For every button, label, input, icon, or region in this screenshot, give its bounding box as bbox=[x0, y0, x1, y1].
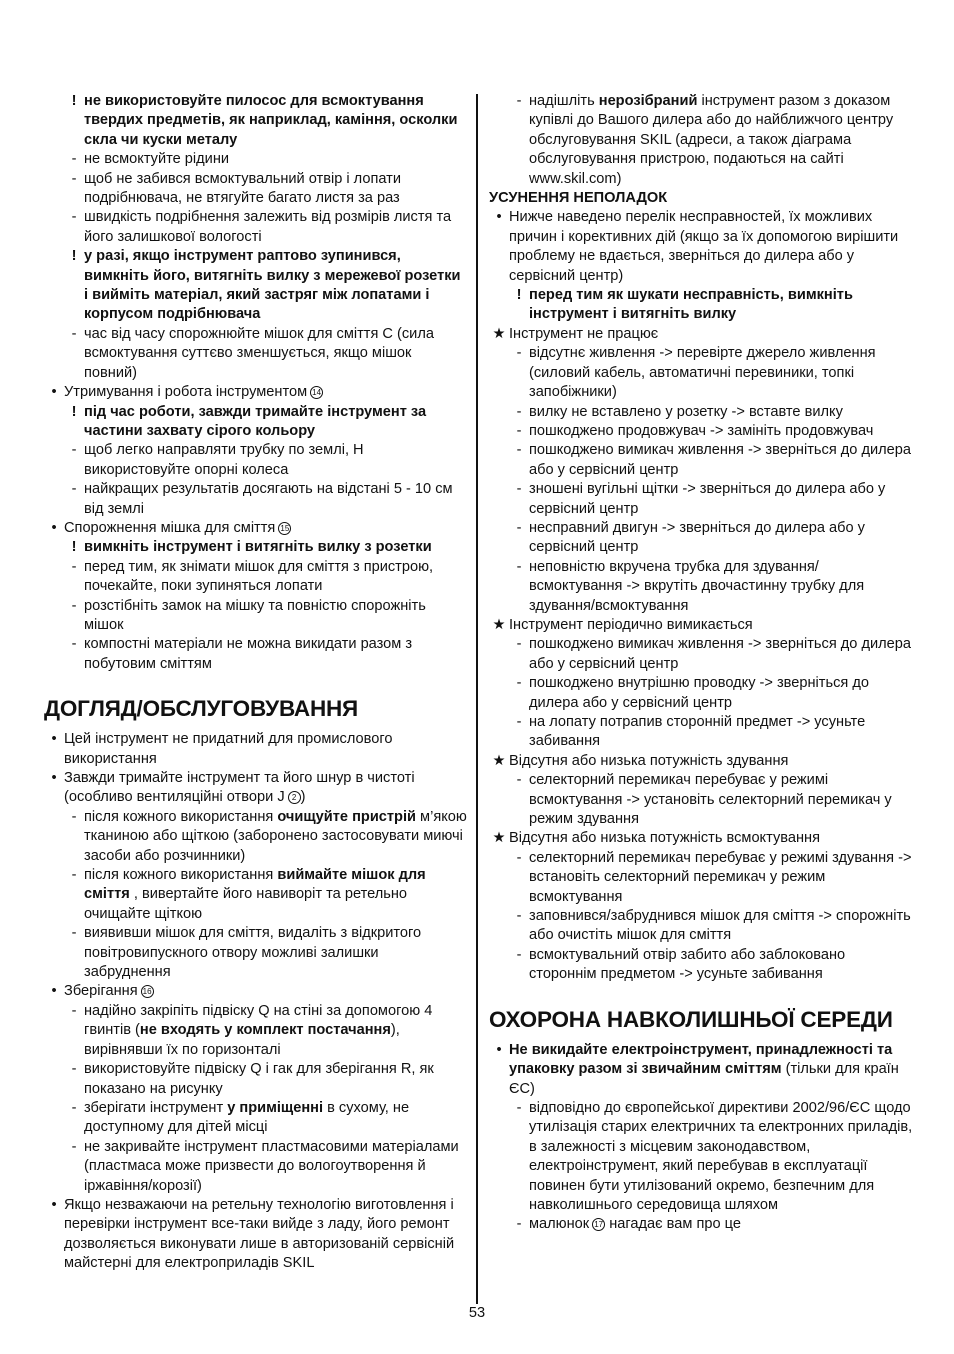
item-text bbox=[84, 635, 468, 674]
item-text bbox=[529, 480, 915, 519]
dash-item bbox=[489, 558, 915, 616]
item-text bbox=[64, 982, 468, 1001]
text-run: (тільки для країн ЄС) bbox=[509, 1061, 899, 1097]
list-marker: ! bbox=[516, 287, 522, 304]
bold-text: під час роботи, завжди тримайте інструмент за частини захвату сірого кольору bbox=[84, 403, 427, 439]
list-marker: - bbox=[71, 808, 77, 825]
dash-item bbox=[44, 635, 468, 674]
bullet-item bbox=[489, 208, 915, 286]
item-text bbox=[509, 616, 915, 635]
list-marker: • bbox=[51, 731, 57, 748]
list-marker: - bbox=[516, 772, 522, 789]
list-marker: - bbox=[71, 481, 77, 498]
text-run: Відсутня або низька потужність всмоктування bbox=[509, 830, 820, 847]
item-text bbox=[84, 1060, 468, 1099]
list-marker: • bbox=[496, 1041, 502, 1058]
section-heading bbox=[44, 696, 468, 722]
dash-item bbox=[489, 422, 915, 441]
item-text bbox=[84, 558, 468, 597]
list-marker: - bbox=[516, 481, 522, 498]
bullet-item bbox=[44, 769, 468, 808]
item-text bbox=[509, 1041, 915, 1099]
list-marker: • bbox=[51, 384, 57, 401]
list-marker: • bbox=[51, 983, 57, 1000]
text-run: час від часу спорожнюйте мішок для сміття C (сила всмоктування суттєво зменшується, якщо мішок повний) bbox=[84, 325, 434, 381]
star-icon: ★ bbox=[492, 325, 506, 342]
item-text bbox=[84, 170, 468, 209]
bold-text: Не викидайте електроінструмент, принадлежності та упаковку разом зі звичайним сміттям bbox=[509, 1041, 893, 1078]
list-marker: • bbox=[51, 1196, 57, 1213]
list-marker: - bbox=[71, 636, 77, 653]
list-marker: - bbox=[71, 1099, 77, 1116]
text-run: після кожного використання bbox=[84, 867, 278, 884]
text-run: м’якою тканиною або щіткою (заборонено застосовувати миючі засоби або розчинники) bbox=[84, 808, 467, 864]
list-marker: - bbox=[516, 946, 522, 963]
item-text bbox=[84, 247, 468, 325]
dash-item bbox=[44, 441, 468, 480]
right-column bbox=[489, 92, 915, 1235]
text-run: швидкість подрібнення залежить від розмірів листя та його залишкової вологості bbox=[84, 209, 452, 245]
item-text bbox=[529, 422, 915, 441]
dash-item bbox=[44, 1002, 468, 1060]
dash-item bbox=[44, 1138, 468, 1196]
text-run: Інструмент періодично вимикається bbox=[509, 616, 753, 633]
item-text bbox=[529, 344, 915, 402]
list-marker: - bbox=[71, 170, 77, 187]
item-text bbox=[84, 924, 468, 982]
item-text bbox=[84, 1099, 468, 1138]
list-marker: • bbox=[51, 770, 57, 786]
dash-item bbox=[489, 1099, 915, 1215]
text-run: щоб не забився всмоктувальний отвір і лопати подрібнювача, не втягуйте багато листя за раз bbox=[84, 170, 402, 207]
figure-ref-icon: 15 bbox=[278, 522, 291, 535]
list-marker: - bbox=[516, 403, 522, 420]
dash-item bbox=[44, 597, 468, 636]
bold-text: у разі, якщо інструмент раптово зупинився, вимкніть його, витягніть вилку з мережевої розетки і вийміть матеріал, який застряг між лопатами і корпусом подрібнювача bbox=[84, 248, 461, 323]
item-text bbox=[84, 538, 468, 557]
dash-item bbox=[489, 519, 915, 558]
dash-item bbox=[489, 480, 915, 519]
item-text bbox=[509, 325, 915, 344]
text-run: після кожного використання bbox=[84, 808, 278, 825]
bold-text: у приміщенні bbox=[227, 1099, 324, 1116]
item-text bbox=[84, 92, 468, 150]
item-text bbox=[529, 946, 915, 985]
text-run: Цей інструмент не придатний для промислового використання bbox=[64, 731, 393, 767]
text-run: селекторний перемикач перебуває у режимі здування -> встановіть селекторний перемикач у режим всмоктування bbox=[529, 849, 912, 905]
text-run: Зберігання bbox=[64, 983, 138, 1000]
text-run: пошкоджено вимикач живлення -> зверніться до дилера або у сервісний центр bbox=[529, 636, 911, 672]
item-text bbox=[84, 208, 468, 247]
text-run: Інструмент не працює bbox=[509, 325, 659, 342]
text-run: заповнився/забруднився мішок для сміття -> спорожніть або очистіть мішок для сміття bbox=[529, 908, 911, 944]
list-marker: • bbox=[51, 519, 57, 536]
item-text bbox=[509, 208, 915, 286]
list-marker: ! bbox=[71, 93, 77, 109]
text-run: відповідно до європейської директиви 2002/96/ЄС щодо утилізація старих електричних та електронних приладів, в залежності з місцевим законодавством, електроінструмент, який перебував в експлуатації повинен бути утилізований окремо, безпечним для навколишнього середовища шляхом bbox=[529, 1099, 913, 1213]
dash-item bbox=[489, 403, 915, 422]
dash-item bbox=[489, 92, 915, 189]
text-run: не закривайте інструмент пластмасовими матеріалами (пластмаса може призвести до вологоутворення й іржавіння/корозії) bbox=[84, 1138, 459, 1194]
dash-item bbox=[44, 808, 468, 866]
figure-ref-icon: 17 bbox=[592, 1218, 605, 1231]
list-marker: - bbox=[71, 597, 77, 614]
list-marker: - bbox=[516, 442, 522, 459]
text-run: надішліть bbox=[529, 93, 599, 109]
item-text bbox=[84, 403, 468, 442]
dash-item bbox=[489, 849, 915, 907]
problem-heading bbox=[489, 752, 915, 771]
text-run: розстібніть замок на мішку та повністю спорожніть мішок bbox=[84, 597, 426, 633]
item-text bbox=[529, 849, 915, 907]
list-marker: ! bbox=[71, 403, 77, 420]
list-marker: - bbox=[71, 151, 77, 168]
problem-heading bbox=[489, 829, 915, 848]
figure-ref-icon: 14 bbox=[310, 386, 323, 399]
text-run: ОХОРОНА НАВКОЛИШНЬОЇ СЕРЕДИ bbox=[489, 1006, 893, 1032]
item-text bbox=[84, 1002, 468, 1060]
list-marker: - bbox=[516, 422, 522, 439]
text-run: пошкоджено вимикач живлення -> зверніться до дилера або у сервісний центр bbox=[529, 442, 911, 478]
list-marker: - bbox=[516, 849, 522, 866]
item-text bbox=[529, 713, 915, 752]
bold-text: перед тим як шукати несправність, вимкніть інструмент і витягніть вилку bbox=[529, 287, 853, 323]
text-run: Відсутня або низька потужність здування bbox=[509, 752, 789, 769]
page-number: 53 bbox=[468, 1305, 486, 1321]
text-run: , вивертайте його навиворіт та ретельно очищайте щіткою bbox=[84, 886, 408, 922]
item-text bbox=[529, 558, 915, 616]
bullet-item bbox=[44, 383, 468, 402]
bullet-item bbox=[44, 1196, 468, 1274]
item-text bbox=[64, 769, 468, 808]
bold-text: нерозібраний bbox=[598, 93, 698, 109]
left-column bbox=[44, 92, 468, 1274]
dash-item bbox=[44, 1060, 468, 1099]
list-marker: - bbox=[71, 867, 77, 884]
text-run: на лопату потрапив сторонній предмет -> усуньте забивання bbox=[529, 714, 866, 750]
text-run: пошкоджено продовжувач -> замініть продовжувач bbox=[529, 422, 874, 439]
dash-item bbox=[44, 170, 468, 209]
list-marker: - bbox=[71, 1002, 77, 1019]
dash-item bbox=[489, 907, 915, 946]
text-run: несправний двигун -> зверніться до дилера або у сервісний центр bbox=[529, 519, 865, 556]
column-divider bbox=[476, 94, 478, 1304]
figure-ref-icon: 2 bbox=[288, 791, 301, 804]
list-marker: - bbox=[71, 558, 77, 575]
item-text bbox=[529, 907, 915, 946]
bold-text: не входять у комплект постачання bbox=[139, 1022, 391, 1039]
dash-item bbox=[489, 344, 915, 402]
text-run: в сухому, не доступному для дітей місці bbox=[84, 1099, 410, 1136]
list-marker: - bbox=[71, 1061, 77, 1078]
problem-heading bbox=[489, 616, 915, 635]
text-run: ) bbox=[300, 789, 306, 806]
list-marker: - bbox=[71, 209, 77, 226]
list-marker: - bbox=[516, 519, 522, 536]
list-marker: - bbox=[71, 442, 77, 459]
text-run: найкращих результатів досягають на відстані 5 - 10 см від землі bbox=[84, 481, 453, 517]
item-text bbox=[529, 519, 915, 558]
item-text bbox=[64, 519, 468, 538]
item-text bbox=[84, 325, 468, 383]
list-marker: - bbox=[516, 345, 522, 362]
text-run: Якщо незважаючи на ретельну технологію виготовлення і перевірки інструмент все-таки вийде з ладу, його ремонт дозволяється виконувати лише в авторизованій сервісній майстерні для електроприладів SKIL bbox=[64, 1196, 455, 1272]
bullet-item bbox=[489, 1041, 915, 1099]
item-text bbox=[529, 441, 915, 480]
text-run: УСУНЕННЯ НЕПОЛАДОК bbox=[489, 190, 668, 207]
item-text bbox=[529, 1215, 915, 1234]
dash-item bbox=[489, 713, 915, 752]
text-run: інструмент разом з доказом купівлі до Вашого дилера або до найближчого центру обслуговування SKIL (адреси, а також діаграма обслуговування пристрою, подаються на сайті www.skil.com) bbox=[529, 93, 894, 187]
text-run: ДОГЛЯД/ОБСЛУГОВУВАННЯ bbox=[44, 696, 359, 722]
item-text bbox=[84, 441, 468, 480]
dash-item bbox=[44, 325, 468, 383]
text-run: надійно закріпіть підвіску Q на стіні за допомогою 4 гвинтів ( bbox=[84, 1002, 433, 1039]
item-text bbox=[529, 635, 915, 674]
item-text bbox=[84, 150, 468, 169]
list-marker: - bbox=[516, 636, 522, 653]
text-run: ), вирівнявши їх по горизонталі bbox=[84, 1022, 400, 1058]
text-run: селекторний перемикач перебуває у режимі всмоктування -> установіть селекторний перемикач у режим здування bbox=[529, 772, 892, 828]
item-text bbox=[84, 597, 468, 636]
text-run: нагадає вам про це bbox=[605, 1216, 741, 1233]
text-run: неповністю вкручена трубка для здування/ всмоктування -> вкрутіть двочастинну трубку для здування/всмоктування bbox=[529, 558, 865, 614]
bold-text: вимкніть інструмент і витягніть вилку з розетки bbox=[84, 539, 432, 556]
item-text bbox=[64, 730, 468, 769]
text-run: пошкоджено внутрішню проводку -> зверніться до дилера або у сервісний центр bbox=[529, 675, 869, 711]
dash-item bbox=[44, 208, 468, 247]
dash-item bbox=[44, 150, 468, 169]
text-run: всмоктувальний отвір забито або заблоковано стороннім предметом -> усуньте забивання bbox=[529, 946, 846, 983]
text-run: Нижче наведено перелік несправностей, їх можливих причин і корективних дій (якщо за їх допомогою вирішити проблему не вдається, зверніться до дилера або у сервісний центр) bbox=[509, 209, 899, 284]
dash-item bbox=[489, 635, 915, 674]
item-text bbox=[509, 829, 915, 848]
list-marker: ! bbox=[71, 248, 77, 265]
dash-item bbox=[44, 1099, 468, 1138]
item-text bbox=[529, 92, 915, 189]
warning-item bbox=[44, 403, 468, 442]
bullet-item bbox=[44, 982, 468, 1001]
list-marker: - bbox=[516, 675, 522, 692]
dash-item bbox=[489, 1215, 915, 1234]
section-heading bbox=[489, 189, 915, 208]
warning-item bbox=[489, 286, 915, 325]
star-icon: ★ bbox=[492, 752, 506, 769]
list-marker: - bbox=[516, 1216, 522, 1233]
text-run: перед тим, як знімати мішок для сміття з пристрою, почекайте, поки зупиняться лопати bbox=[84, 558, 434, 595]
dash-item bbox=[44, 924, 468, 982]
text-run: відсутнє живлення -> перевірте джерело живлення (силовий кабель, автоматичні перевиники, топкі запобіжники) bbox=[529, 345, 876, 401]
item-text bbox=[529, 674, 915, 713]
item-text bbox=[64, 1196, 468, 1274]
dash-item bbox=[44, 558, 468, 597]
list-marker: - bbox=[516, 908, 522, 925]
figure-ref-icon: 16 bbox=[141, 985, 154, 998]
item-text bbox=[64, 383, 468, 402]
bullet-item bbox=[44, 519, 468, 538]
text-run: компостні матеріали не можна викидати разом з побутовим сміттям bbox=[84, 636, 413, 672]
warning-item bbox=[44, 538, 468, 557]
item-text bbox=[84, 808, 468, 866]
item-text bbox=[529, 403, 915, 422]
list-marker: - bbox=[516, 1099, 522, 1116]
bold-text: виймайте мішок для сміття bbox=[84, 867, 426, 903]
list-marker: - bbox=[516, 714, 522, 730]
list-marker: • bbox=[496, 209, 502, 226]
list-marker: ! bbox=[71, 539, 77, 556]
warning-item bbox=[44, 92, 468, 150]
text-run: зберігати інструмент bbox=[84, 1099, 228, 1116]
dash-item bbox=[489, 441, 915, 480]
dash-item bbox=[44, 866, 468, 924]
text-run: вилку не вставлено у розетку -> вставте вилку bbox=[529, 403, 843, 420]
bold-text: очищуйте пристрій bbox=[277, 808, 416, 825]
dash-item bbox=[44, 480, 468, 519]
list-marker: - bbox=[516, 93, 522, 109]
list-marker: - bbox=[516, 558, 522, 575]
text-run: не всмоктуйте рідини bbox=[84, 151, 230, 168]
item-text bbox=[529, 1099, 915, 1215]
dash-item bbox=[489, 674, 915, 713]
text-run: Спорожнення мішка для сміття bbox=[64, 519, 276, 536]
bold-text: не використовуйте пилосос для всмоктування твердих предметів, як наприклад, каміння, осколки скла чи куски металу bbox=[84, 93, 458, 148]
text-run: Завжди тримайте інструмент та його шнур в чистоті (особливо вентиляційні отвори J bbox=[64, 770, 415, 806]
text-run: малюнок bbox=[529, 1216, 590, 1233]
bullet-item bbox=[44, 730, 468, 769]
text-run: виявивши мішок для сміття, видаліть з відкритого повітровипускного отвору можливі залишки забруднення bbox=[84, 925, 422, 981]
section-heading bbox=[489, 1007, 915, 1033]
item-text bbox=[84, 1138, 468, 1196]
problem-heading bbox=[489, 325, 915, 344]
dash-item bbox=[489, 946, 915, 985]
list-marker: - bbox=[71, 1138, 77, 1155]
text-run: щоб легко направляти трубку по землі, H використовуйте опорні колеса bbox=[84, 442, 364, 478]
item-text bbox=[509, 752, 915, 771]
item-text bbox=[84, 480, 468, 519]
star-icon: ★ bbox=[492, 830, 506, 847]
item-text bbox=[529, 286, 915, 325]
text-run: Утримування і робота інструментом bbox=[64, 384, 308, 401]
star-icon: ★ bbox=[492, 616, 506, 633]
dash-item bbox=[489, 771, 915, 829]
list-marker: - bbox=[71, 925, 77, 942]
list-marker: - bbox=[71, 325, 77, 342]
text-run: використовуйте підвіску Q і гак для зберігання R, як показано на рисунку bbox=[84, 1061, 434, 1097]
item-text bbox=[84, 866, 468, 924]
warning-item bbox=[44, 247, 468, 325]
text-run: зношені вугільні щітки -> зверніться до дилера або у сервісний центр bbox=[529, 481, 886, 517]
item-text bbox=[529, 771, 915, 829]
